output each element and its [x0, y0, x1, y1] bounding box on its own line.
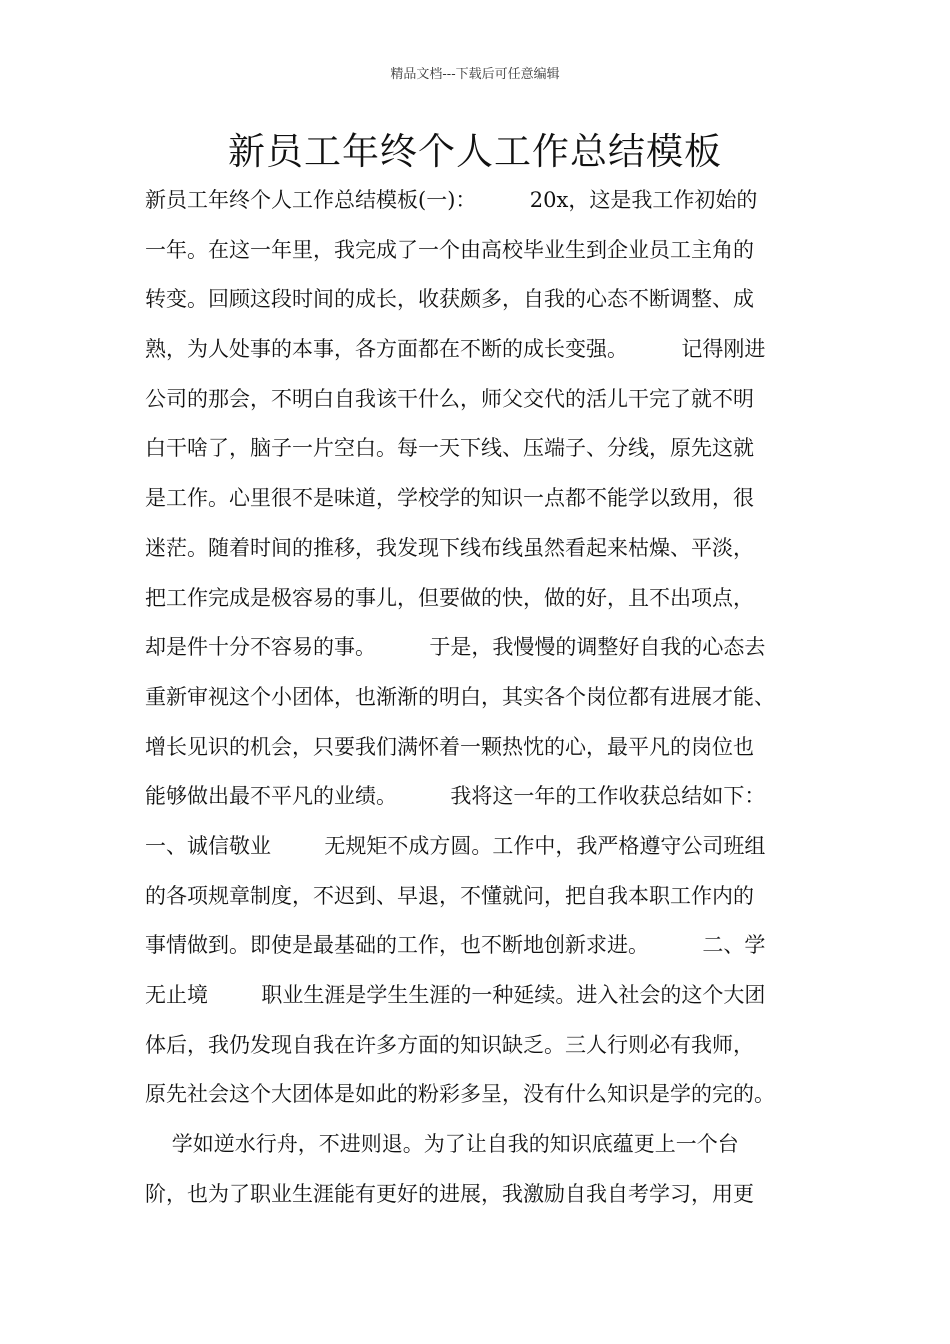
- body-line: 公司的那会，不明白自我该干什么，师父交代的活儿干完了就不明: [145, 386, 754, 411]
- body-line: 迷茫。随着时间的推移，我发现下线布线虽然看起来枯燥、平淡，: [145, 535, 754, 560]
- body-line: 阶，也为了职业生涯能有更好的进展，我激励自我自考学习，用更: [145, 1181, 754, 1206]
- body-line: 事情做到。即使是最基础的工作，也不断地创新求进。 二、学: [145, 933, 766, 958]
- body-line: 原先社会这个大团体是如此的粉彩多呈，没有什么知识是学的完的。: [145, 1082, 775, 1107]
- body-line: 无止境 职业生涯是学生生涯的一种延续。进入社会的这个大团: [145, 983, 766, 1007]
- body-line: 新员工年终个人工作总结模板(一)： 20x，这是我工作初始的: [145, 188, 758, 212]
- body-line: 转变。回顾这段时间的成长，收获颇多，自我的心态不断调整、成: [145, 287, 754, 312]
- body-line: 是工作。心里很不是味道，学校学的知识一点都不能学以致用，很: [145, 486, 754, 511]
- body-line: 学如逆水行舟，不进则退。为了让自我的知识底蕴更上一个台: [145, 1132, 739, 1157]
- body-line: 体后，我仍发现自我在许多方面的知识缺乏。三人行则必有我师，: [145, 1032, 754, 1057]
- document-title: 新员工年终个人工作总结模板: [228, 130, 722, 173]
- body-line: 一、诚信敬业 无规矩不成方圆。工作中，我严格遵守公司班组: [145, 833, 766, 858]
- body-line: 一年。在这一年里，我完成了一个由高校毕业生到企业员工主角的: [145, 237, 754, 262]
- document-body: [145, 176, 825, 1219]
- page-header: 精品文档---下载后可任意编辑: [390, 67, 560, 82]
- body-line: 增长见识的机会，只要我们满怀着一颗热忱的心，最平凡的岗位也: [145, 734, 754, 759]
- body-line: 能够做出最不平凡的业绩。 我将这一年的工作收获总结如下：: [145, 784, 766, 809]
- body-line: 把工作完成是极容易的事儿，但要做的快，做的好，且不出项点，: [145, 585, 754, 610]
- body-line: 白干啥了，脑子一片空白。每一天下线、压端子、分线，原先这就: [145, 436, 754, 461]
- body-line: 的各项规章制度，不迟到、早退，不懂就问，把自我本职工作内的: [145, 883, 754, 908]
- body-line: 却是件十分不容易的事。 于是，我慢慢的调整好自我的心态去: [145, 635, 766, 660]
- body-line: 熟，为人处事的本事，各方面都在不断的成长变强。 记得刚进: [145, 337, 766, 362]
- body-line: 重新审视这个小团体，也渐渐的明白，其实各个岗位都有进展才能、: [145, 684, 775, 709]
